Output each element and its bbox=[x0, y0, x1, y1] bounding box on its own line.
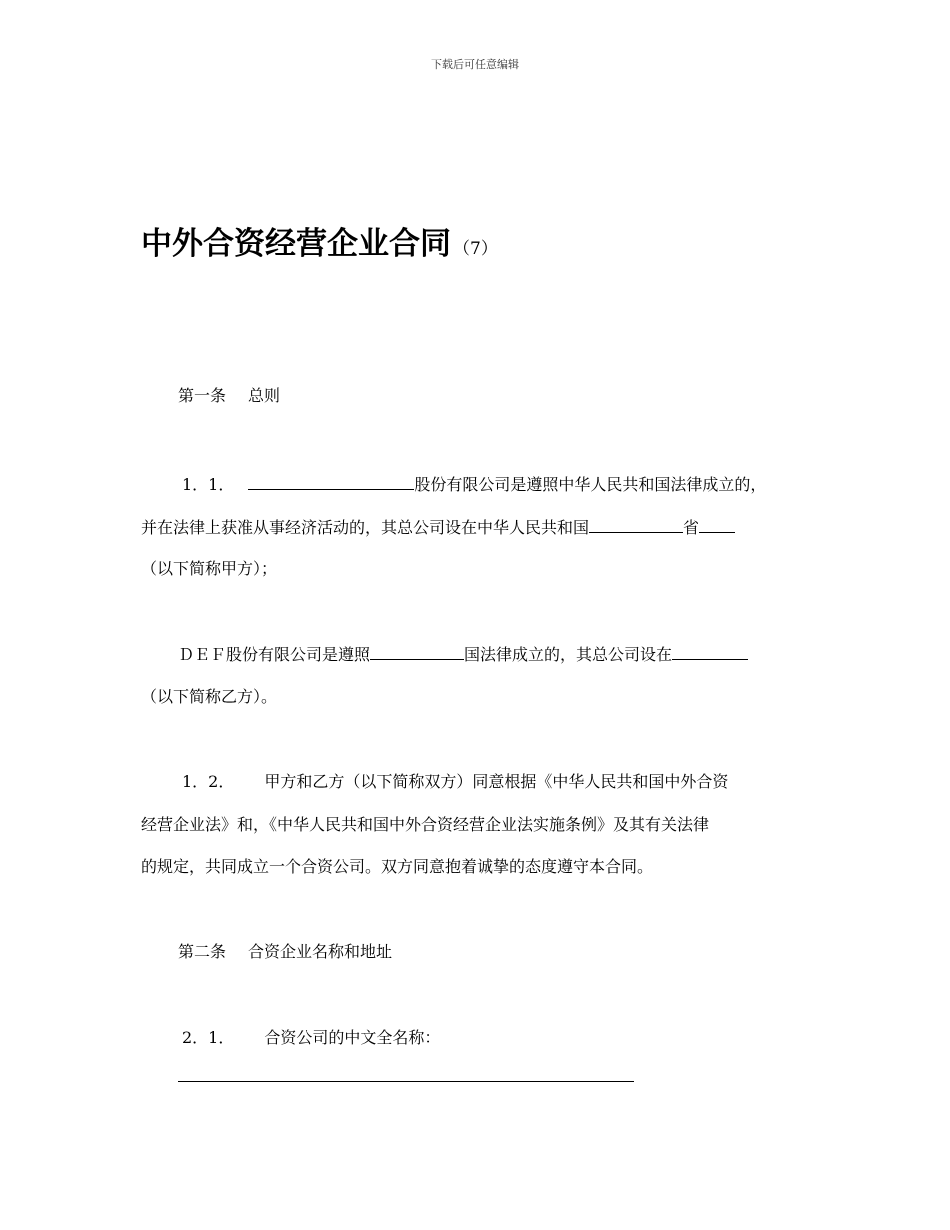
clause-2-1-text: 合资公司的中文全名称： bbox=[264, 1028, 441, 1047]
clause-def-line1 bbox=[178, 642, 748, 666]
title-text: 中外合资经营企业合同 bbox=[141, 226, 451, 262]
clause-1-2-num: 1．2． bbox=[182, 772, 235, 791]
blank-field-country bbox=[370, 642, 464, 660]
clause-1-1-line1 bbox=[182, 472, 766, 496]
clause-1-1-line2-mid: 省 bbox=[683, 518, 700, 537]
clause-def-prefix: ＤＥＦ股份有限公司是遵照 bbox=[178, 645, 371, 664]
article1-heading-num: 第一条 bbox=[178, 386, 227, 405]
clause-1-1-line3 bbox=[141, 558, 277, 580]
clause-1-2-line2 bbox=[141, 814, 709, 836]
clause-def-line2-text: （以下简称乙方）。 bbox=[141, 687, 278, 706]
article2-heading-num: 第二条 bbox=[178, 942, 227, 961]
blank-field-chinese-name bbox=[178, 1081, 634, 1082]
clause-1-1-line2 bbox=[141, 515, 735, 539]
clause-def-line2 bbox=[141, 686, 277, 708]
title-number: （7） bbox=[453, 239, 498, 259]
clause-1-1-num: 1．1． bbox=[182, 475, 235, 494]
blank-field-party-b-address bbox=[672, 642, 748, 660]
article1-heading bbox=[178, 385, 280, 407]
clause-def-mid: 国法律成立的，其总公司设在 bbox=[464, 645, 673, 664]
clause-1-2-line3 bbox=[141, 856, 653, 878]
clause-2-1-num: 2．1． bbox=[182, 1028, 235, 1047]
article2-heading bbox=[178, 941, 392, 963]
article1-heading-title: 总则 bbox=[248, 386, 281, 405]
header-note: 下载后可任意编辑 bbox=[431, 58, 519, 71]
clause-1-2-line2-text: 经营企业法》和，《中华人民共和国中外合资经营企业法实施条例》及其有关法律 bbox=[141, 815, 710, 834]
clause-1-1-line1-text: 股份有限公司是遵照中华人民共和国法律成立的， bbox=[414, 475, 767, 494]
clause-1-1-line2-text: 并在法律上获准从事经济活动的，其总公司设在中华人民共和国 bbox=[141, 518, 590, 537]
article2-heading-title: 合资企业名称和地址 bbox=[248, 942, 393, 961]
clause-1-2-line1-text: 甲方和乙方（以下简称双方）同意根据《中华人民共和国中外合资 bbox=[264, 772, 729, 791]
clause-1-2-line3-text: 的规定，共同成立一个合资公司。双方同意抱着诚挚的态度遵守本合同。 bbox=[141, 857, 654, 876]
blank-field-party-a-name bbox=[248, 472, 414, 490]
blank-field-city bbox=[699, 515, 735, 533]
document-title bbox=[141, 218, 498, 263]
clause-2-1-line1 bbox=[182, 1027, 440, 1049]
clause-1-2-line1 bbox=[182, 771, 728, 793]
blank-field-province bbox=[589, 515, 683, 533]
clause-1-1-line3-text: （以下简称甲方）； bbox=[141, 559, 278, 578]
